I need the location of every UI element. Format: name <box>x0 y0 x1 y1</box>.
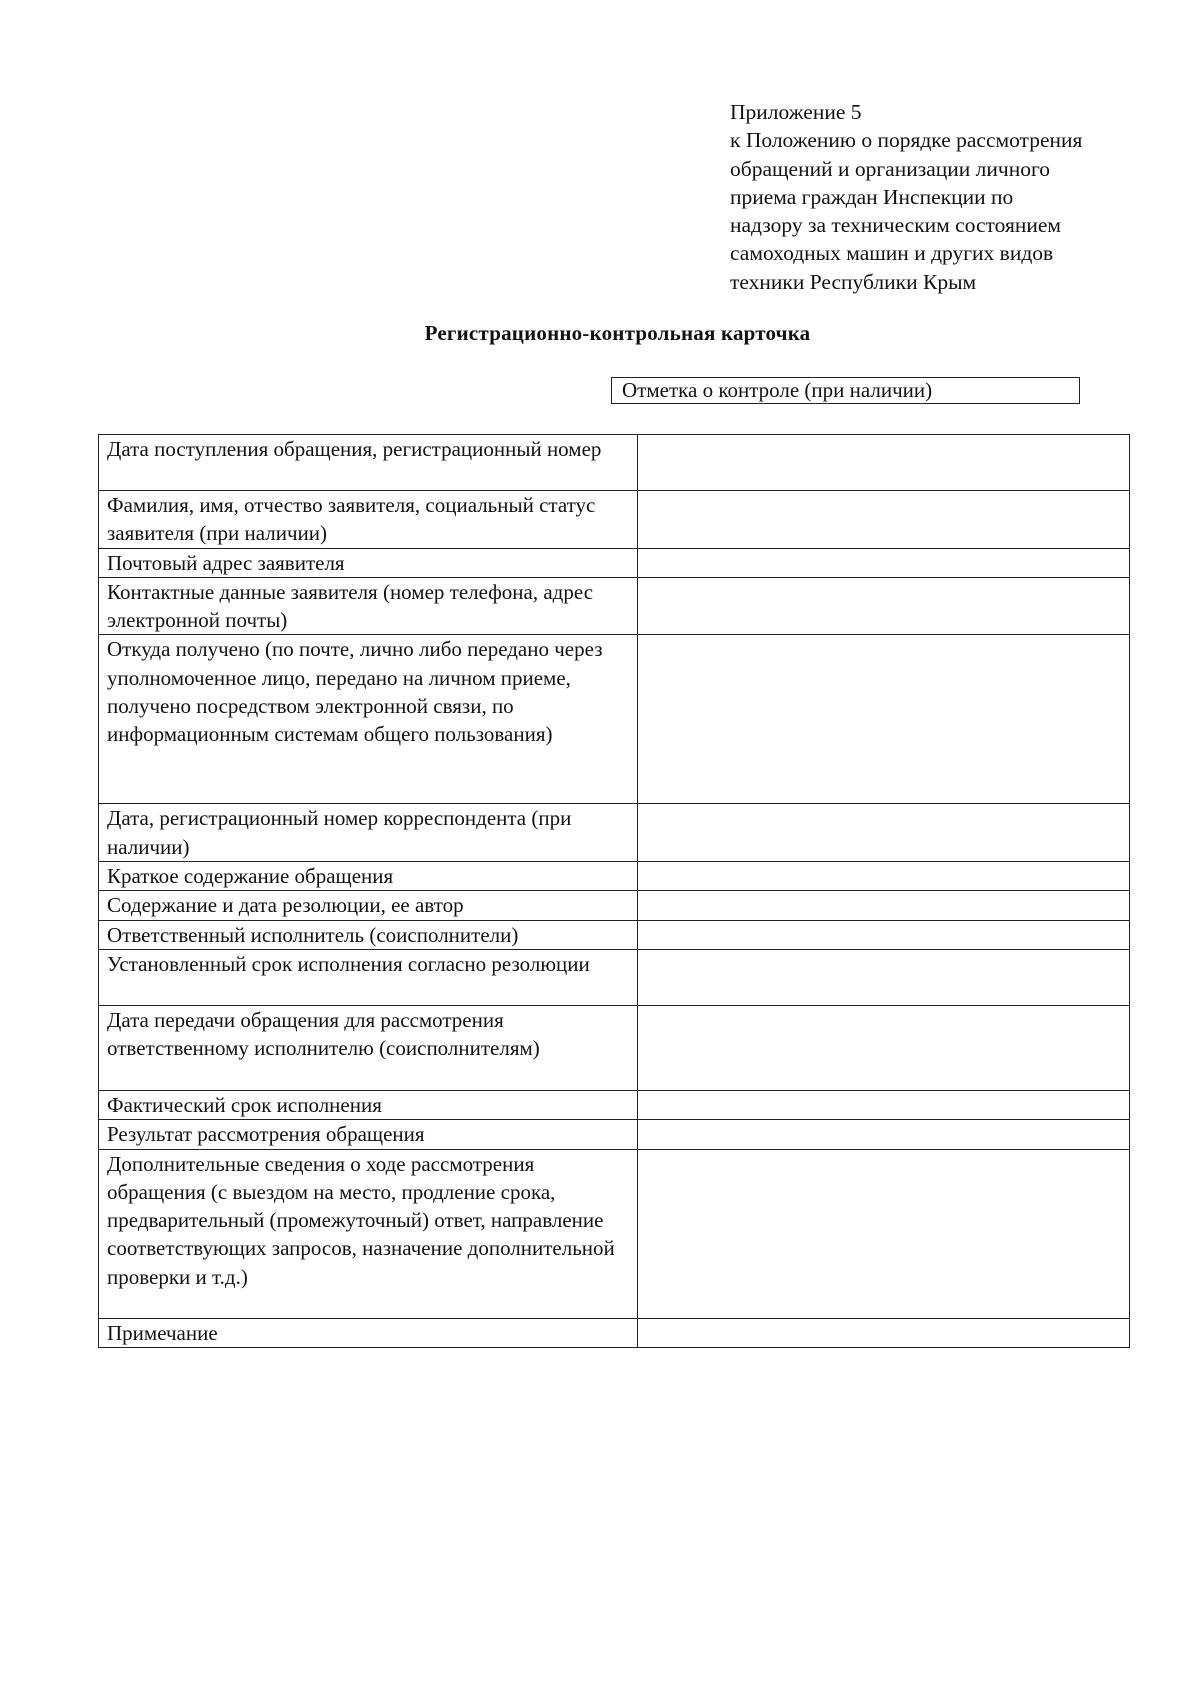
appendix-line: приема граждан Инспекции по <box>730 184 1014 209</box>
row-label: Откуда получено (по почте, лично либо передано через уполномоченное лицо, передано на личном приеме, получено посредством электронной связи, по информационным системам общего пользования) <box>99 635 638 804</box>
row-value-field[interactable] <box>638 491 1130 549</box>
row-value-field[interactable] <box>638 804 1130 862</box>
row-label: Дата поступления обращения, регистрационный номер <box>99 435 638 491</box>
document-title: Регистрационно-контрольная карточка <box>424 321 811 345</box>
table-row <box>99 1005 1130 1090</box>
appendix-line: обращений и организации личного <box>730 156 1050 181</box>
row-value-field[interactable] <box>638 548 1130 577</box>
row-label: Дата, регистрационный номер корреспондента (при наличии) <box>99 804 638 862</box>
row-value-field[interactable] <box>638 1318 1130 1347</box>
row-value-field[interactable] <box>638 1005 1130 1090</box>
table-row <box>99 891 1130 920</box>
table-row <box>99 1120 1130 1149</box>
row-value-field[interactable] <box>638 891 1130 920</box>
table-row <box>99 1090 1130 1119</box>
appendix-line: Приложение 5 <box>730 100 862 124</box>
row-value-field[interactable] <box>638 435 1130 491</box>
row-value-field[interactable] <box>638 577 1130 635</box>
appendix-header <box>730 98 1170 296</box>
row-value-field[interactable] <box>638 1120 1130 1149</box>
table-row <box>99 920 1130 949</box>
row-label: Контактные данные заявителя (номер телефона, адрес электронной почты) <box>99 577 638 635</box>
control-mark-box: Отметка о контроле (при наличии) <box>611 377 1080 404</box>
row-value-field[interactable] <box>638 1149 1130 1318</box>
table-row <box>99 949 1130 1005</box>
row-label: Дата передачи обращения для рассмотрения ответственному исполнителю (соисполнителям) <box>99 1005 638 1090</box>
row-value-field[interactable] <box>638 862 1130 891</box>
row-label: Дополнительные сведения о ходе рассмотрения обращения (с выездом на место, продление срока, предварительный (промежуточный) ответ, направление соответствующих запросов, назначение дополнительной проверки и т.д.) <box>99 1149 638 1318</box>
row-value-field[interactable] <box>638 635 1130 804</box>
row-label: Почтовый адрес заявителя <box>99 548 638 577</box>
registration-card-table <box>98 434 1130 1348</box>
table-row <box>99 435 1130 491</box>
table-row <box>99 491 1130 549</box>
row-label: Фамилия, имя, отчество заявителя, социальный статус заявителя (при наличии) <box>99 491 638 549</box>
row-label: Примечание <box>99 1318 638 1347</box>
row-label: Краткое содержание обращения <box>99 862 638 891</box>
row-label: Результат рассмотрения обращения <box>99 1120 638 1149</box>
row-value-field[interactable] <box>638 920 1130 949</box>
table-row <box>99 635 1130 804</box>
table-row <box>99 1318 1130 1347</box>
table-row <box>99 804 1130 862</box>
table-row <box>99 862 1130 891</box>
row-value-field[interactable] <box>638 1090 1130 1119</box>
row-value-field[interactable] <box>638 949 1130 1005</box>
appendix-line: надзору за техническим состоянием <box>730 213 1062 238</box>
appendix-line: техники Республики Крым <box>730 269 977 294</box>
row-label: Фактический срок исполнения <box>99 1090 638 1119</box>
appendix-line: самоходных машин и других видов <box>730 241 1054 266</box>
row-label: Ответственный исполнитель (соисполнители) <box>99 920 638 949</box>
row-label: Содержание и дата резолюции, ее автор <box>99 891 638 920</box>
appendix-line: к Положению о порядке рассмотрения <box>730 128 1083 153</box>
table-row <box>99 577 1130 635</box>
table-row <box>99 1149 1130 1318</box>
row-label: Установленный срок исполнения согласно резолюции <box>99 949 638 1005</box>
table-row <box>99 548 1130 577</box>
